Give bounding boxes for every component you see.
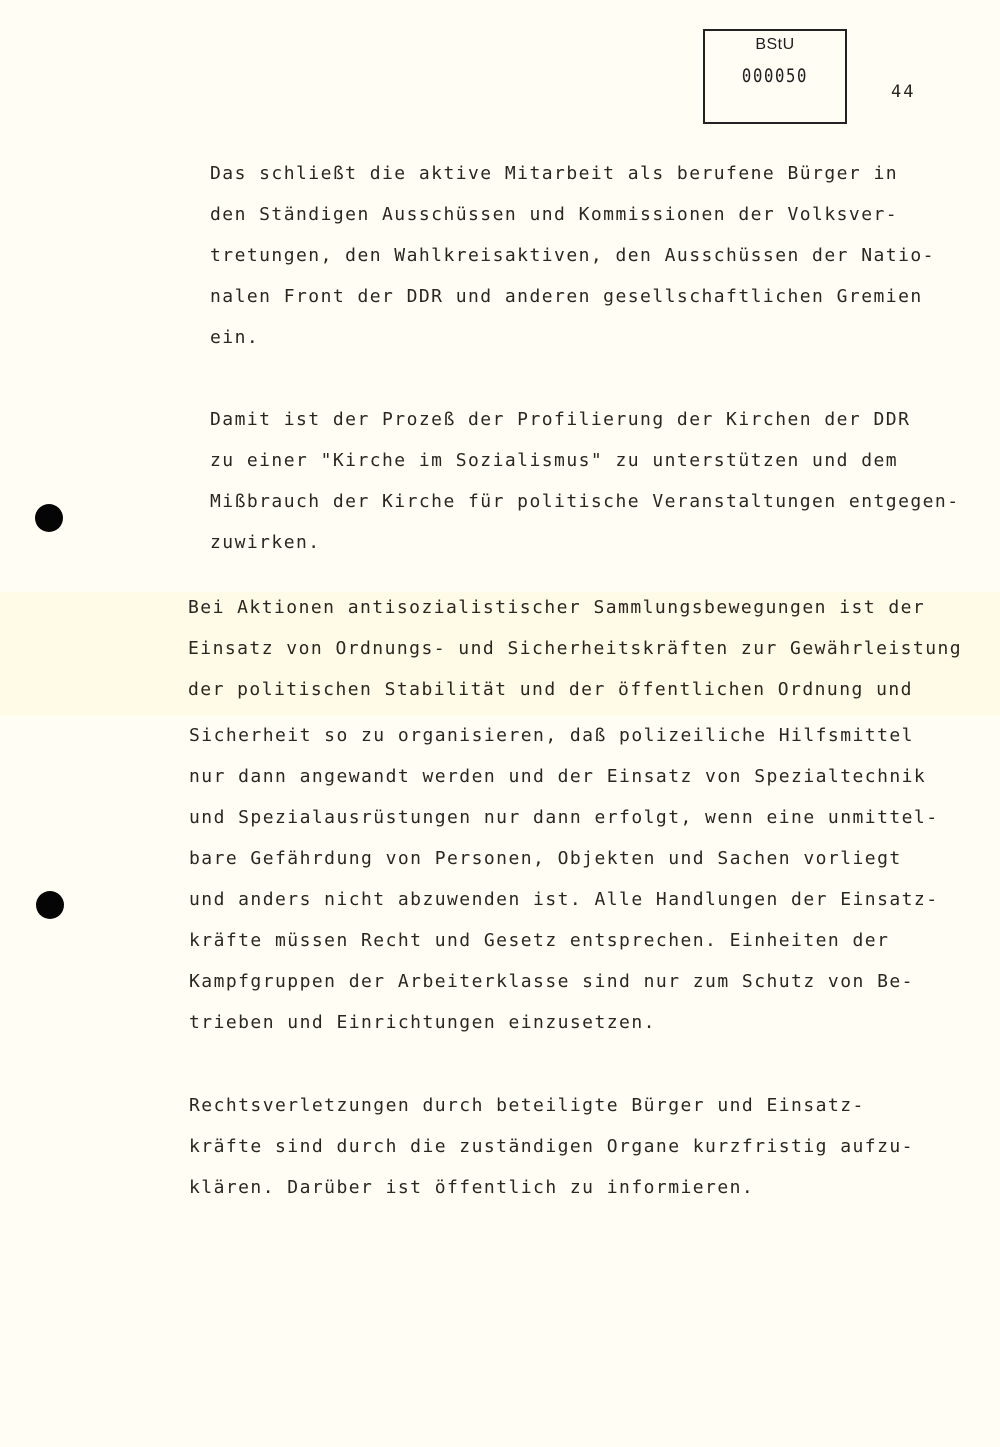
- text-line: Sicherheit so zu organisieren, daß polizeiliche Hilfsmittel: [189, 725, 914, 746]
- text-line: Das schließt die aktive Mitarbeit als berufene Bürger in: [210, 163, 899, 184]
- text-line: Kampfgruppen der Arbeiterklasse sind nur zum Schutz von Be-: [189, 971, 914, 992]
- text-line: nur dann angewandt werden und der Einsatz von Spezialtechnik: [189, 766, 927, 787]
- text-line: der politischen Stabilität und der öffentlichen Ordnung und: [188, 679, 913, 700]
- text-line: Bei Aktionen antisozialistischer Sammlungsbewegungen ist der: [188, 597, 926, 618]
- text-line: nalen Front der DDR und anderen gesellschaftlichen Gremien: [210, 286, 923, 307]
- text-line: tretungen, den Wahlkreisaktiven, den Ausschüssen der Natio-: [210, 245, 935, 266]
- punch-hole-icon: [36, 891, 64, 919]
- text-line: und Spezialausrüstungen nur dann erfolgt, wenn eine unmittel-: [189, 807, 939, 828]
- paragraph: [189, 1085, 914, 1208]
- text-line: zu einer "Kirche im Sozialismus" zu unterstützen und dem: [210, 450, 899, 471]
- page-number: 44: [891, 82, 916, 102]
- text-line: bare Gefährdung von Personen, Objekten und Sachen vorliegt: [189, 848, 902, 869]
- text-line: ein.: [210, 327, 260, 348]
- stamp-number: 000050: [741, 65, 809, 87]
- stamp-organization: BStU: [755, 36, 795, 53]
- paragraph: [210, 399, 960, 563]
- text-line: den Ständigen Ausschüssen und Kommissionen der Volksver-: [210, 204, 899, 225]
- paragraph: [188, 587, 962, 710]
- text-line: Mißbrauch der Kirche für politische Veranstaltungen entgegen-: [210, 491, 960, 512]
- text-line: Damit ist der Prozeß der Profilierung der Kirchen der DDR: [210, 409, 911, 430]
- text-line: zuwirken.: [210, 532, 321, 553]
- text-line: kräfte müssen Recht und Gesetz entsprechen. Einheiten der: [189, 930, 890, 951]
- text-line: trieben und Einrichtungen einzusetzen.: [189, 1012, 656, 1033]
- archive-stamp: [703, 29, 847, 124]
- paragraph: [210, 153, 935, 358]
- text-line: Rechtsverletzungen durch beteiligte Bürger und Einsatz-: [189, 1095, 865, 1116]
- text-line: Einsatz von Ordnungs- und Sicherheitskräften zur Gewährleistung: [188, 638, 963, 659]
- punch-hole-icon: [35, 504, 63, 532]
- paragraph: [189, 715, 939, 1043]
- text-line: und anders nicht abzuwenden ist. Alle Handlungen der Einsatz-: [189, 889, 939, 910]
- text-line: kräfte sind durch die zuständigen Organe kurzfristig aufzu-: [189, 1136, 914, 1157]
- text-line: klären. Darüber ist öffentlich zu informieren.: [189, 1177, 755, 1198]
